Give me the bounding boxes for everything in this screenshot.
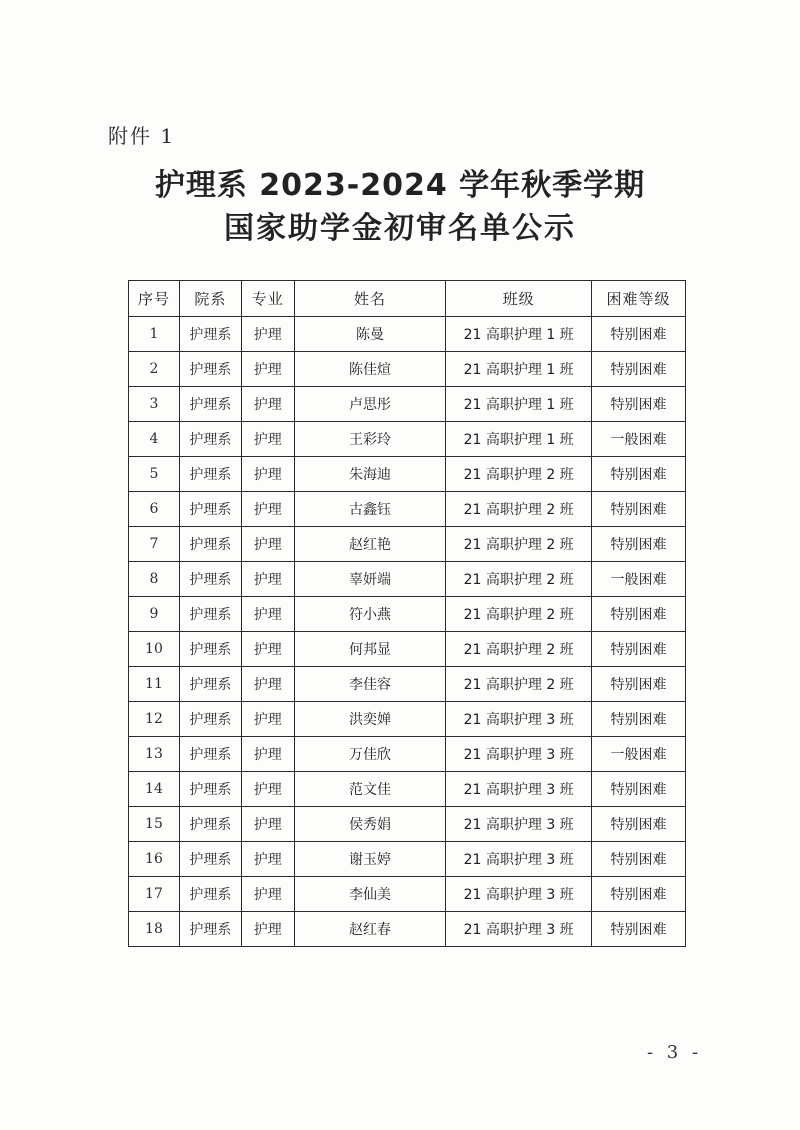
- cell-department: 护理系: [179, 387, 241, 422]
- cell-class: 21 高职护理 3 班: [446, 842, 592, 877]
- cell-index: 13: [129, 737, 180, 772]
- cell-difficulty-level: 特别困难: [592, 807, 686, 842]
- cell-department: 护理系: [179, 632, 241, 667]
- cell-class: 21 高职护理 1 班: [446, 422, 592, 457]
- cell-major: 护理: [241, 562, 294, 597]
- cell-index: 18: [129, 912, 180, 947]
- cell-department: 护理系: [179, 422, 241, 457]
- cell-major: 护理: [241, 387, 294, 422]
- cell-major: 护理: [241, 772, 294, 807]
- cell-difficulty-level: 特别困难: [592, 772, 686, 807]
- table-row: [129, 562, 686, 597]
- cell-class: 21 高职护理 2 班: [446, 597, 592, 632]
- cell-department: 护理系: [179, 457, 241, 492]
- table-header-row: [129, 281, 686, 317]
- cell-name: 赵红艳: [294, 527, 446, 562]
- cell-name: 洪奕婵: [294, 702, 446, 737]
- cell-name: 何邦显: [294, 632, 446, 667]
- header-name: 姓名: [294, 281, 446, 317]
- cell-major: 护理: [241, 737, 294, 772]
- table-row: [129, 772, 686, 807]
- cell-department: 护理系: [179, 877, 241, 912]
- cell-department: 护理系: [179, 702, 241, 737]
- cell-class: 21 高职护理 2 班: [446, 492, 592, 527]
- cell-major: 护理: [241, 702, 294, 737]
- cell-class: 21 高职护理 3 班: [446, 737, 592, 772]
- cell-class: 21 高职护理 2 班: [446, 562, 592, 597]
- table-row: [129, 597, 686, 632]
- table-row: [129, 737, 686, 772]
- header-department: 院系: [179, 281, 241, 317]
- cell-index: 7: [129, 527, 180, 562]
- table-row: [129, 352, 686, 387]
- cell-name: 王彩玲: [294, 422, 446, 457]
- cell-class: 21 高职护理 1 班: [446, 352, 592, 387]
- cell-department: 护理系: [179, 842, 241, 877]
- cell-major: 护理: [241, 457, 294, 492]
- cell-name: 陈佳煊: [294, 352, 446, 387]
- cell-class: 21 高职护理 3 班: [446, 877, 592, 912]
- cell-index: 9: [129, 597, 180, 632]
- cell-class: 21 高职护理 3 班: [446, 912, 592, 947]
- cell-department: 护理系: [179, 562, 241, 597]
- cell-index: 15: [129, 807, 180, 842]
- cell-index: 2: [129, 352, 180, 387]
- cell-department: 护理系: [179, 667, 241, 702]
- cell-major: 护理: [241, 527, 294, 562]
- cell-difficulty-level: 一般困难: [592, 422, 686, 457]
- table-row: [129, 842, 686, 877]
- table-row: [129, 702, 686, 737]
- cell-difficulty-level: 特别困难: [592, 702, 686, 737]
- header-difficulty-level: 困难等级: [592, 281, 686, 317]
- cell-major: 护理: [241, 912, 294, 947]
- table-row: [129, 632, 686, 667]
- cell-difficulty-level: 一般困难: [592, 562, 686, 597]
- cell-difficulty-level: 特别困难: [592, 597, 686, 632]
- cell-major: 护理: [241, 317, 294, 352]
- table-row: [129, 527, 686, 562]
- cell-name: 谢玉婷: [294, 842, 446, 877]
- cell-name: 朱海迪: [294, 457, 446, 492]
- cell-class: 21 高职护理 3 班: [446, 807, 592, 842]
- cell-difficulty-level: 特别困难: [592, 317, 686, 352]
- cell-class: 21 高职护理 1 班: [446, 317, 592, 352]
- table-row: [129, 912, 686, 947]
- cell-class: 21 高职护理 2 班: [446, 667, 592, 702]
- cell-index: 16: [129, 842, 180, 877]
- cell-index: 1: [129, 317, 180, 352]
- cell-index: 11: [129, 667, 180, 702]
- cell-major: 护理: [241, 597, 294, 632]
- cell-department: 护理系: [179, 772, 241, 807]
- header-major: 专业: [241, 281, 294, 317]
- cell-class: 21 高职护理 3 班: [446, 702, 592, 737]
- cell-index: 3: [129, 387, 180, 422]
- cell-department: 护理系: [179, 597, 241, 632]
- cell-name: 符小燕: [294, 597, 446, 632]
- cell-difficulty-level: 特别困难: [592, 352, 686, 387]
- cell-difficulty-level: 特别困难: [592, 877, 686, 912]
- cell-name: 赵红春: [294, 912, 446, 947]
- table-row: [129, 387, 686, 422]
- cell-name: 辜妍端: [294, 562, 446, 597]
- cell-department: 护理系: [179, 807, 241, 842]
- cell-name: 李佳容: [294, 667, 446, 702]
- page-number: - 3 -: [647, 1042, 703, 1063]
- table-row: [129, 492, 686, 527]
- cell-index: 4: [129, 422, 180, 457]
- cell-name: 万佳欣: [294, 737, 446, 772]
- cell-major: 护理: [241, 877, 294, 912]
- cell-department: 护理系: [179, 352, 241, 387]
- table-row: [129, 317, 686, 352]
- cell-difficulty-level: 特别困难: [592, 387, 686, 422]
- cell-index: 6: [129, 492, 180, 527]
- cell-difficulty-level: 特别困难: [592, 457, 686, 492]
- cell-difficulty-level: 特别困难: [592, 667, 686, 702]
- cell-index: 14: [129, 772, 180, 807]
- grant-list-table: [128, 280, 686, 947]
- cell-major: 护理: [241, 807, 294, 842]
- cell-index: 12: [129, 702, 180, 737]
- cell-class: 21 高职护理 3 班: [446, 772, 592, 807]
- cell-class: 21 高职护理 2 班: [446, 632, 592, 667]
- cell-name: 卢思彤: [294, 387, 446, 422]
- cell-name: 侯秀娟: [294, 807, 446, 842]
- cell-difficulty-level: 特别困难: [592, 527, 686, 562]
- cell-department: 护理系: [179, 527, 241, 562]
- document-title-line-2: 国家助学金初审名单公示: [224, 211, 576, 246]
- cell-difficulty-level: 特别困难: [592, 842, 686, 877]
- cell-major: 护理: [241, 492, 294, 527]
- cell-major: 护理: [241, 842, 294, 877]
- cell-name: 陈曼: [294, 317, 446, 352]
- cell-difficulty-level: 特别困难: [592, 632, 686, 667]
- header-class: 班级: [446, 281, 592, 317]
- cell-difficulty-level: 一般困难: [592, 737, 686, 772]
- cell-major: 护理: [241, 352, 294, 387]
- cell-major: 护理: [241, 422, 294, 457]
- table-row: [129, 422, 686, 457]
- cell-major: 护理: [241, 632, 294, 667]
- cell-department: 护理系: [179, 737, 241, 772]
- cell-class: 21 高职护理 2 班: [446, 527, 592, 562]
- cell-name: 李仙美: [294, 877, 446, 912]
- header-index: 序号: [129, 281, 180, 317]
- cell-index: 10: [129, 632, 180, 667]
- cell-difficulty-level: 特别困难: [592, 492, 686, 527]
- table-row: [129, 807, 686, 842]
- table-row: [129, 667, 686, 702]
- attachment-label: 附件 1: [108, 124, 176, 148]
- cell-department: 护理系: [179, 317, 241, 352]
- cell-index: 5: [129, 457, 180, 492]
- cell-name: 范文佳: [294, 772, 446, 807]
- cell-name: 古鑫钰: [294, 492, 446, 527]
- cell-class: 21 高职护理 2 班: [446, 457, 592, 492]
- table-row: [129, 877, 686, 912]
- cell-department: 护理系: [179, 912, 241, 947]
- cell-department: 护理系: [179, 492, 241, 527]
- cell-major: 护理: [241, 667, 294, 702]
- cell-class: 21 高职护理 1 班: [446, 387, 592, 422]
- table-row: [129, 457, 686, 492]
- cell-difficulty-level: 特别困难: [592, 912, 686, 947]
- cell-index: 17: [129, 877, 180, 912]
- document-title-line-1: 护理系 2023-2024 学年秋季学期: [154, 168, 646, 203]
- cell-index: 8: [129, 562, 180, 597]
